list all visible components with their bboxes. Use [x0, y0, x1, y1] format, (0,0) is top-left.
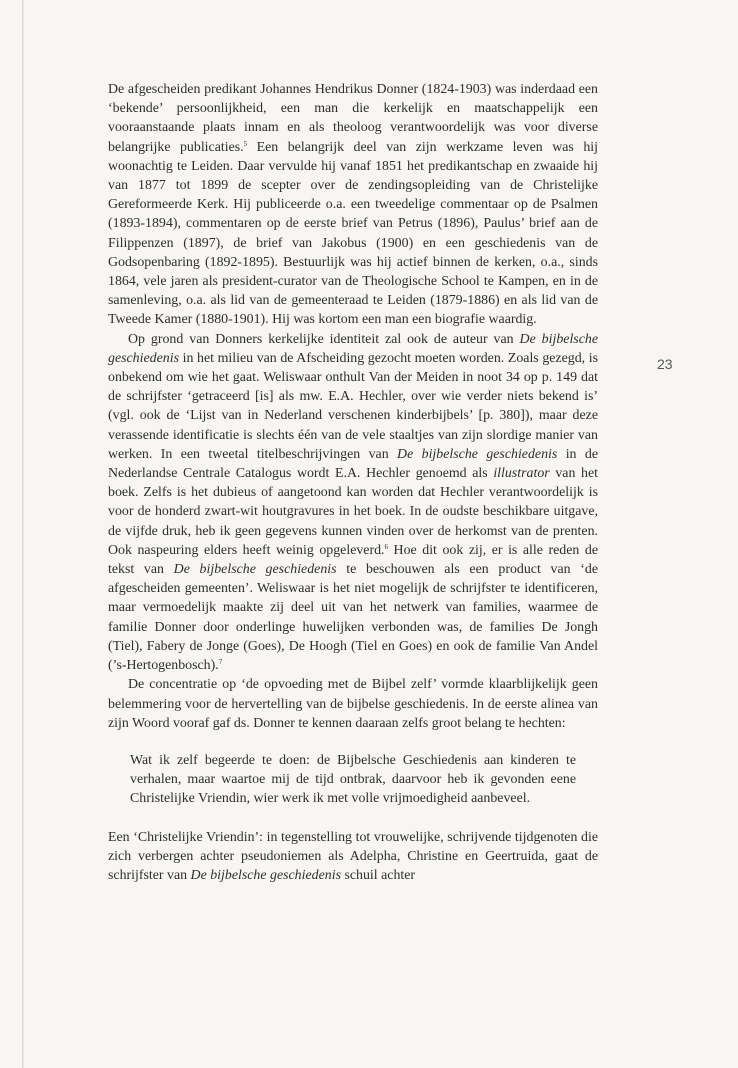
text-run: van het boek. Zelfs is het dubieus of aangetoond kan worden dat Hechler verantwoordelijk is voor de honderd zwart-wit houtgravures in het boek. In de oudste beschikbare uitgave, de vijfde druk, heb ik geen gegevens kunnen vinden over de herkomst van de prenten. Ook naspeuring elders heeft weinig opgeleverd. — [108, 466, 598, 558]
text-run: Hoe dit ook zij, er is alle reden de tekst van — [108, 542, 598, 578]
text-run: Op grond van Donners kerkelijke identiteit zal ook de auteur van — [128, 331, 520, 347]
text-run: schuil achter — [340, 867, 416, 883]
text-run: te beschouwen als een product van ‘de afgescheiden gemeenten’. Weliswaar is het niet mogelijk de schrijfster te identificeren, maar vermoedelijk maakte zij deel uit van het netwerk van families, waarmee de familie Donner door onderlinge huwelijken verbonden was, de families De Jongh (Tiel), Fabery de Jonge (Goes), De Hoogh (Tiel en Goes) en ook de familie Van Andel (’s-Hertogenbosch). — [108, 562, 598, 674]
text-run: De concentratie op ‘de opvoeding met de Bijbel zelf’ vormde klaarblijkelijk geen belemmering voor de hervertelling van de bijbelse geschiedenis. In de eerste alinea van zijn Woord vooraf gaf ds. Donner te kennen daaraan zelfs groot belang te hechten: — [108, 677, 598, 731]
footnote-ref: 6 — [384, 542, 389, 551]
text-run: in de Nederlandse Centrale Catalogus wordt E.A. Hechler genoemd als — [108, 446, 598, 482]
text-run: Een ‘Christelijke Vriendin’: in tegenstelling tot vrouwelijke, schrijvende tijdgenoten die zich verbergen achter pseudoniemen als Adelpha, Christine en Geertruida, gaat de schrijfster van — [108, 829, 598, 883]
paragraph — [108, 330, 598, 676]
footnote-ref: 7 — [218, 658, 223, 667]
paragraph — [108, 828, 598, 886]
body-text — [108, 80, 598, 885]
italic-title: De bijbelsche geschiedenis — [173, 562, 337, 578]
text-run: Wat ik zelf begeerde te doen: de Bijbelsche Geschiedenis aan kinderen te verhalen, maar waartoe mij de tijd ontbrak, daarvoor heb ik gevonden eene Christelijke Vriendin, wier werk ik met volle vrijmoedigheid aanbeveel. — [130, 752, 576, 807]
page-spine-edge — [22, 0, 24, 1068]
paragraph — [108, 80, 598, 330]
footnote-ref: 5 — [243, 139, 248, 148]
italic-title: De bijbelsche geschiedenis — [397, 446, 558, 462]
page-number: 23 — [657, 356, 673, 372]
text-run: De afgescheiden predikant Johannes Hendrikus Donner (1824-1903) was inderdaad een ‘bekende’ persoonlijkheid, een man die kerkelijk en maatschappelijk een vooraanstaande plaats innam en als theoloog verantwoordelijk was voor diverse belangrijke publicaties. — [108, 82, 598, 155]
block-quote — [130, 751, 576, 809]
paragraph — [108, 675, 598, 733]
italic-title: De bijbelsche geschiedenis — [190, 867, 341, 883]
text-run: in het milieu van de Afscheiding gezocht moeten worden. Zoals gezegd, is onbekend om wie het gaat. Weliswaar onthult Van der Meiden in noot 34 op p. 149 dat de schrijfster ‘getraceerd [is] als mw. E.A. Hechler, over wie verder niets bekend is’ (vgl. ook de ‘Lijst van in Nederland verschenen kinderbijbels’ [p. 380]), maar deze verassende identificatie is slechts één van de vele staaltjes van zijn slordige manier van werken. In een tweetal titelbeschrijvingen van — [108, 350, 598, 462]
italic-title: De bijbelsche geschiedenis — [108, 331, 598, 366]
italic-title: illustrator — [493, 466, 550, 482]
text-run: Een belangrijk deel van zijn werkzame leven was hij woonachtig te Leiden. Daar vervulde hij vanaf 1851 het predikantschap en zwaaide hij van 1877 tot 1899 de scepter over de zendingsopleiding van de Christelijke Gereformeerde Kerk. Hij publiceerde o.a. een tweedelige commentaar op de Psalmen (1893-1894), commentaren op de eerste brief van Petrus (1896), Paulus’ brief aan de Filippenzen (1897), de brief van Jakobus (1900) en een geschiedenis van de Godsopenbaring (1892-1895). Bestuurlijk was hij actief binnen de kerken, o.a., sinds 1864, vele jaren als president-curator van de Theologische School te Kampen, en in de samenleving, o.a. als lid van de gemeenteraad te Leiden (1879-1886) en als lid van de Tweede Kamer (1880-1901). Hij was kortom een man een biografie waardig. — [108, 139, 598, 328]
